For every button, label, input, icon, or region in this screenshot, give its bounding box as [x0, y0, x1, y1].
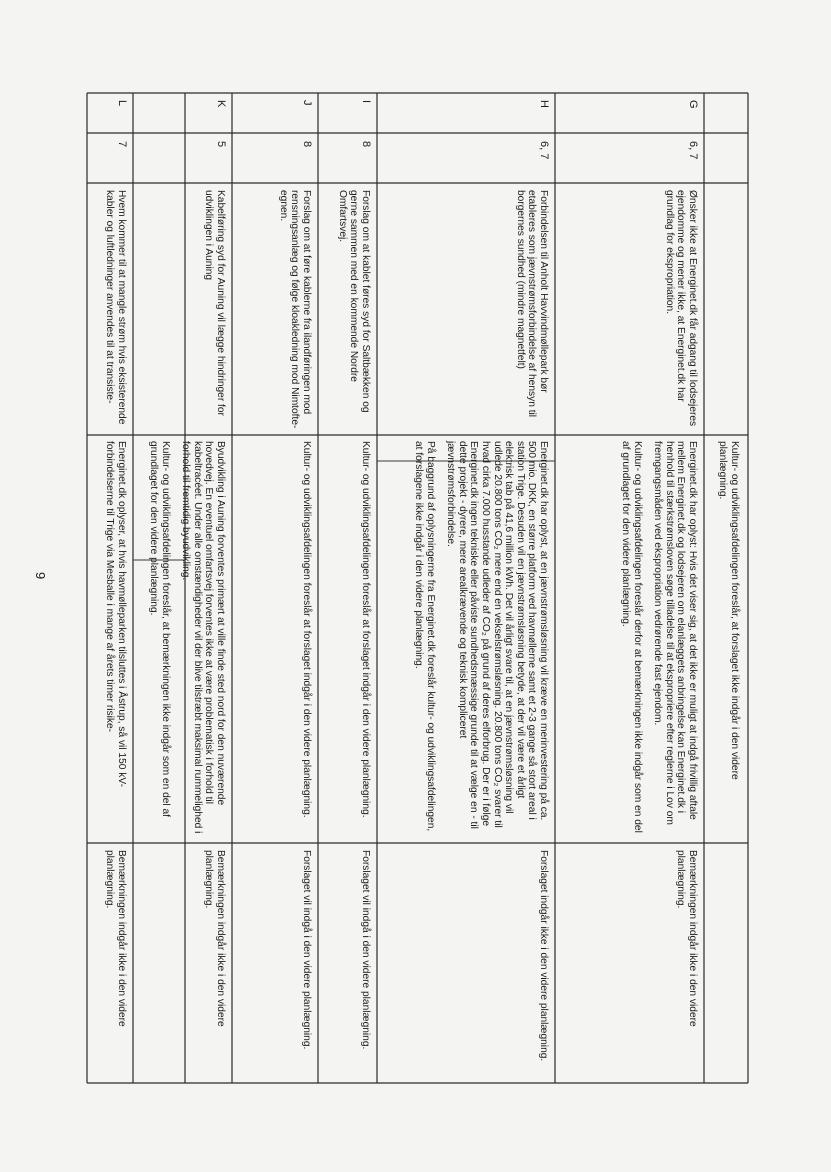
row-k-decision: Bemærkningen indgår ikke i den videre planlægning. [203, 850, 226, 1027]
row-g-assessment: Energinet.dk har oplyst: Hvis det viser sig, at det ikke er muligt at indgå frivillig aftale mellem Energinet.dk og lodsejeren om elanlæggets anbringelse kan Energinet.dk i henhold til stærkstrømsloven søge tilladelse til at ekspropriere efter reglerne i Lov om fremgangsmåden ved ekspropriation vedrørende fast ejendom. Kultur- og udviklingsafdelingen foreslår derfor at bemærkningen ikke indgår som en del af grundlaget for den videre planlægning. [620, 441, 698, 833]
row0-assessment-text: Kultur- og udviklingsafdelingen foreslår, at forslaget ikke indgår i den videre planlægning. [717, 441, 740, 780]
row-i-proposal: Forslag om at kablet føres syd for Saltbækken og gerne sammen med en kommende Nordre Omfartsvej. [336, 190, 371, 413]
row-g-letter: G [687, 100, 699, 109]
row-j-decision: Forslaget vil indgå i den videre planlægning. [301, 850, 312, 1050]
row-g-proposal: Ønsker ikke at Energinet.dk får adgang til lodsejeres ejendomme og mener ikke, at Energinet.dk har grundlag for ekspropriation. [663, 190, 698, 427]
row-l-assessment: Energinet.dk oplyser, at hvis havmølleparken tilsluttes i Åstrup, så vil 150 kV-forbindelserne til Trige via Mesballe i mange af årets timer risike- [104, 441, 127, 787]
row-i-number: 8 [360, 141, 372, 148]
row-g-decision: Bemærkningen indgår ikke i den videre planlægning. [675, 850, 698, 1027]
row-k-assessment: Byudvikling i Auning forventes primært at ville finde sted nord for den nuværende hovedvej. En eventuel omfartsvej forventes ikke at være problematisk i forhold til kabeltracéet. Under alle omstændigheder vil der blive tilstræbt maksimal rummelighed i forhold til fremtidig byudvikling. Kultur- og udviklingsafdelingen foreslår, at bemærkningen ikke indgår som en del af grundlaget for den videre planlægning. [148, 441, 226, 834]
row-l-number: 7 [116, 141, 128, 148]
row-h-letter: H [538, 100, 550, 108]
row-k-proposal: Kabelføring syd for Auning vil lægge hindringer for udviklingen i Auning [203, 190, 226, 416]
row-h-proposal: Forbindelsen til Anholt Havvindmøllepark bør etableres som jævnstrømsforbindelse af hensyn til borgernes sundhed (mindre magnetfelt) [514, 190, 549, 418]
row-j-assessment: Kultur- og udviklingsafdelingen foreslår at forslaget indgår i den videre planlægning. [301, 441, 312, 818]
row-h-number: 6, 7 [538, 141, 550, 160]
row-j-letter: J [301, 100, 313, 106]
row-k-letter: K [215, 100, 227, 108]
row0-assessment [708, 437, 740, 841]
row-i-decision: Forslaget vil indgå i den videre planlægning. [360, 850, 371, 1050]
row-l-letter: L [116, 100, 128, 107]
row-j-number: 8 [301, 141, 313, 148]
page-number: 9 [33, 572, 48, 580]
row-g-number: 6, 7 [687, 141, 699, 160]
row-j-proposal: Forslag om at føre kablerne fra ilandføringen mod rensningsanlæg og følge kloakledning mod Nimtofte-egnen. [277, 190, 312, 429]
row-l-decision: Bemærkningen indgår ikke i den videre planlægning. [104, 850, 127, 1027]
row-k-number: 5 [215, 141, 227, 148]
row-i-letter: I [360, 100, 372, 104]
row-i-assessment: Kultur- og udviklingsafdelingen foreslår at forslaget indgår i den videre planlægning. [360, 441, 371, 818]
row-l-proposal: Hvem kommer til at mangle strøm hvis eksisterende kabler og luftledninger anvendes til at transiste- [104, 190, 127, 425]
row-h-decision: Forslaget indgår ikke i den videre planlægning. [538, 850, 549, 1062]
row-h-assessment: Energinet.dk har oplyst, at en jævnstrømsløsning vil kræve en merinvestering på ca. 500 mio. DKK, en større platform ved havmøllerne samt et 2-3 gange så stort areal i station Trige. Desuden vil en jævnstrømsløsning betyde, at der vil være et årligt elektrisk tab på 41,6 million kWh. Det vil årligt svare til, at en jævnstrømsløsning vil udlede 20.800 tons CO₂ mere end en vekselstrømsløsning. 20.800 tons CO₂ svarer til hvad cirka 7.000 husstande udleder af CO₂ på grund af deres elforbrug. Der er i følge Energinet.dk ingen tekniske eller påviste sundhedsmæssige grunde til at vælge en - til dette projekt - dyrere, mere arealkrævende og teknisk kompliceret jævnstrømsforbindelse. På baggrund af oplysningerne fra Energinet.dk foreslår kultur- og udviklingsafdelingen, at forslagene ikke indgår i den videre planlægning. [413, 441, 549, 832]
